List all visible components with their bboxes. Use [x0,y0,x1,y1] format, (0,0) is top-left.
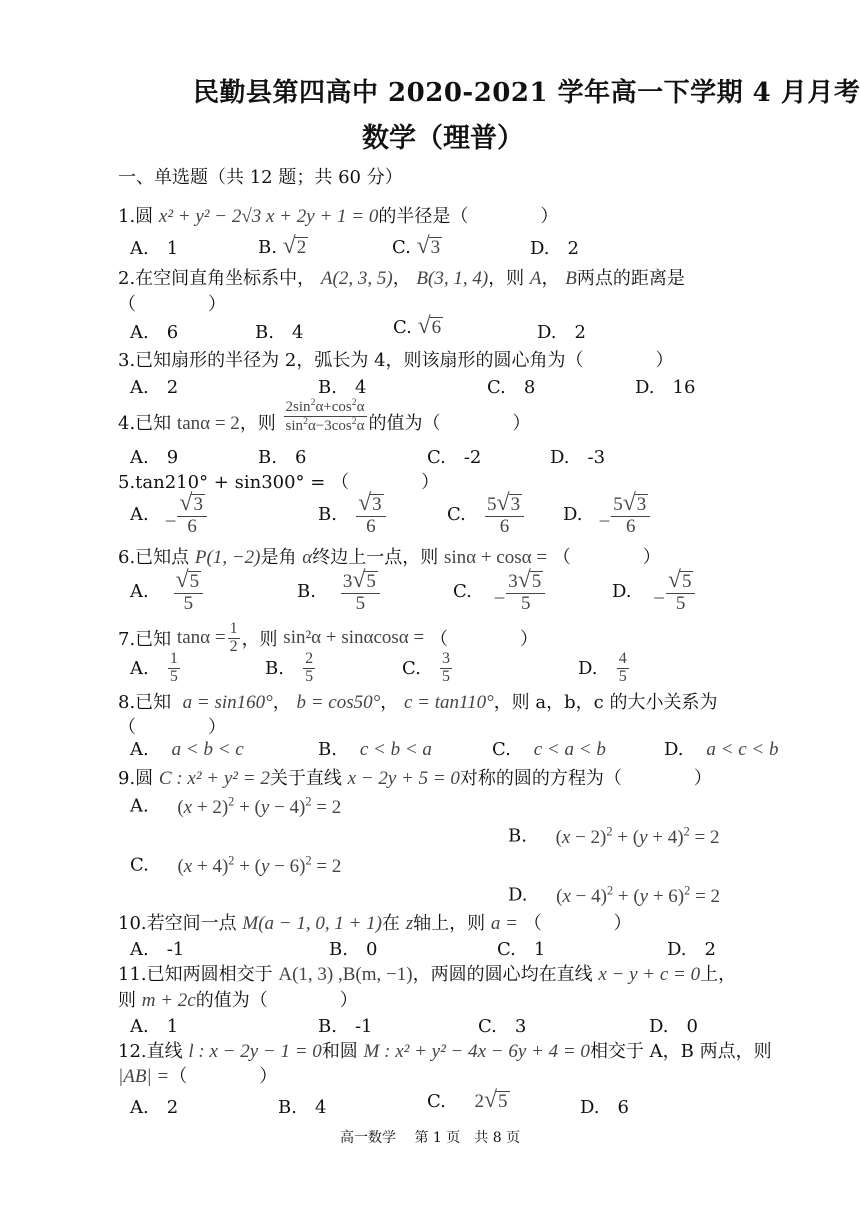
q8-option-b: B. c < b < a [318,739,432,760]
q7-option-d: D. $\frac{4}{5}$ [578,649,627,685]
q6-option-b: B. 3 √ 5 5 [297,566,382,616]
question-3: 3.已知扇形的半径为 2，弧长为 4，则该扇形的圆心角为（ ） [118,350,674,371]
q2-point-b: B(3, 1, 4) [416,268,489,289]
q3-option-b: B. 4 [318,377,367,398]
q9-option-a: A. $(x + 2)^2 + (y - 4)^2 = 2$ [130,795,342,819]
q12-line: l : x − 2y − 1 = 0 [188,1041,322,1062]
q2-answer-paren: （ ） [118,294,226,315]
q2-point-a: A(2, 3, 5) [320,268,393,289]
q7-option-a: A. $\frac{1}{5}$ [130,649,178,685]
q1-option-a: A. 1 [130,238,179,259]
question-11-cont: 则 m + 2c的值为（ ） [118,990,358,1011]
q1-text: 的半径是（ ） [378,206,559,227]
question-11: 11.已知两圆相交于 A(1, 3) ,B(m, −1)，两圆的圆心均在直线 x − y + c = 0上， [118,964,737,985]
q1-equation: x² + y² − 2√3 x + 2y + 1 = 0 [158,206,379,227]
q10-option-a: A. -1 [130,939,185,960]
q2-option-c: C. √ 6 [393,313,442,340]
page-title: 民勤县第四高中 2020-2021 学年高一下学期 4 月月考 [193,78,860,108]
q9-circle: C : x² + y² = 2 [158,768,270,789]
question-7: 7.已知 tanα = $\frac{1}{2}$ ，则 sin²α + sinαcosα = （ ） [118,619,538,655]
question-10: 10.若空间一点 M(a − 1, 0, 1 + 1)在 z轴上，则 a = （ ） [118,913,632,934]
q6-option-d: D. _ √ 5 5 [612,566,697,616]
q1-option-c-value: √ 3 [416,233,441,260]
q8-option-d: D. a < c < b [664,739,779,760]
q9-option-d: D. $(x - 4)^2 + (y + 6)^2 = 2$ [508,884,721,908]
q4-fraction: $\frac{2\sin^2\alpha+\cos^2\alpha}{\sin^2\alpha-3\cos^2\alpha}$ [285,397,365,434]
question-5: 5.tan210° + sin300° = （ ） [118,472,440,493]
q11-option-b: B. -1 [318,1016,373,1037]
q8-a-definition: a = sin160° [182,692,273,713]
q6-point: P(1, −2) [194,547,261,568]
q10-option-d: D. 2 [667,939,716,960]
q6-expression: sinα + cosα = [443,547,548,568]
q1-label: 1.圆 [118,206,154,227]
q12-expression: |AB| = [118,1066,170,1087]
q11-option-d: D. 0 [649,1016,698,1037]
q8-answer-paren: （ ） [118,717,226,738]
q5-option-b: B. √ 3 6 [318,490,388,538]
q5-option-c: C. 5 √ 3 6 [447,490,526,538]
q11-option-a: A. 1 [130,1016,179,1037]
question-4: 4.已知 tanα = 2，则 $\frac{2\sin^2\alpha+\cos^2\alpha}{\sin^2\alpha-3\cos^2\alpha}$ 的值为（ ） [118,397,531,435]
q5-option-a: A. _ √ 3 6 [130,490,209,538]
q1-option-c: C. √ 3 [392,233,441,260]
q7-option-b: B. $\frac{2}{5}$ [265,649,314,685]
q12-option-a: A. 2 [130,1097,179,1118]
q12-option-c: C. 2 √ 5 [427,1087,508,1114]
q2-option-c-value: √ 6 [417,313,442,340]
q6-option-a: A. √ 5 5 [130,566,205,616]
q11-points: A(1, 3) ,B(m, −1) [278,964,413,985]
question-6: 6.已知点 P(1, −2)是角 α终边上一点，则 sinα + cosα = （ ） [118,547,661,568]
q4-option-c: C. -2 [427,447,482,468]
q7-option-c: C. $\frac{3}{5}$ [402,649,451,685]
q3-option-c: C. 8 [487,377,536,398]
q1-option-d: D. 2 [530,238,579,259]
q11-option-c: C. 3 [478,1016,527,1037]
q7-condition: tanα = [176,627,226,648]
q2-option-b: B. 4 [255,322,304,343]
q11-line: x − y + c = 0 [598,964,701,985]
q8-b-definition: b = cos50° [296,692,381,713]
q12-option-d: D. 6 [580,1097,629,1118]
q12-option-b: B. 4 [278,1097,327,1118]
q8-option-c: C. c < a < b [492,739,606,760]
q4-option-d: D. -3 [550,447,606,468]
question-12-cont: |AB| =（ ） [118,1066,278,1087]
q1-option-b: B. √ 2 [258,233,307,260]
q5-option-d: D. _ 5 √ 3 6 [563,490,652,538]
q3-option-a: A. 2 [130,377,179,398]
question-1 [118,202,558,228]
q4-option-b: B. 6 [258,447,307,468]
page-footer: 高一数学 第 1 页 共 8 页 [340,1130,521,1146]
q8-c-definition: c = tan110° [403,692,494,713]
q9-line: x − 2y + 5 = 0 [347,768,460,789]
question-12: 12.直线 l : x − 2y − 1 = 0和圆 M : x² + y² − 4x − 6y + 4 = 0相交于 A，B 两点，则 [118,1041,772,1062]
q10-option-c: C. 1 [497,939,546,960]
question-9: 9.圆 C : x² + y² = 2关于直线 x − 2y + 5 = 0对称的圆的方程为（ ） [118,768,712,789]
q3-option-d: D. 16 [635,377,696,398]
q2-option-a: A. 6 [130,322,179,343]
q10-option-b: B. 0 [329,939,378,960]
q12-circle: M : x² + y² − 4x − 6y + 4 = 0 [363,1041,590,1062]
q8-option-a: A. a < b < c [130,739,244,760]
question-8: 8.已知 a = sin160°， b = cos50°， c = tan110°，则 a，b，c 的大小关系为 [118,692,718,713]
q11-expression: m + 2c [141,990,196,1011]
question-2: 2.在空间直角坐标系中， A(2, 3, 5)， B(3, 1, 4)，则 A， B两点的距离是 [118,268,685,289]
q9-option-c: C. $(x + 4)^2 + (y - 6)^2 = 2$ [130,854,342,878]
q4-option-a: A. 9 [130,447,179,468]
q1-option-b-value: √ 2 [282,233,307,260]
q9-option-b: B. $(x - 2)^2 + (y + 4)^2 = 2$ [508,825,720,849]
section-heading: 一、单选题（共 12 题；共 60 分） [118,167,403,188]
q10-point: M(a − 1, 0, 1 + 1) [242,913,382,934]
q7-expression: sin²α + sinαcosα = [283,627,425,648]
q2-option-d: D. 2 [537,322,586,343]
page-subtitle: 数学（理普） [362,123,524,154]
q6-option-c: C. _ 3 √ 5 5 [453,566,547,616]
q4-condition: tanα = 2 [176,413,240,435]
